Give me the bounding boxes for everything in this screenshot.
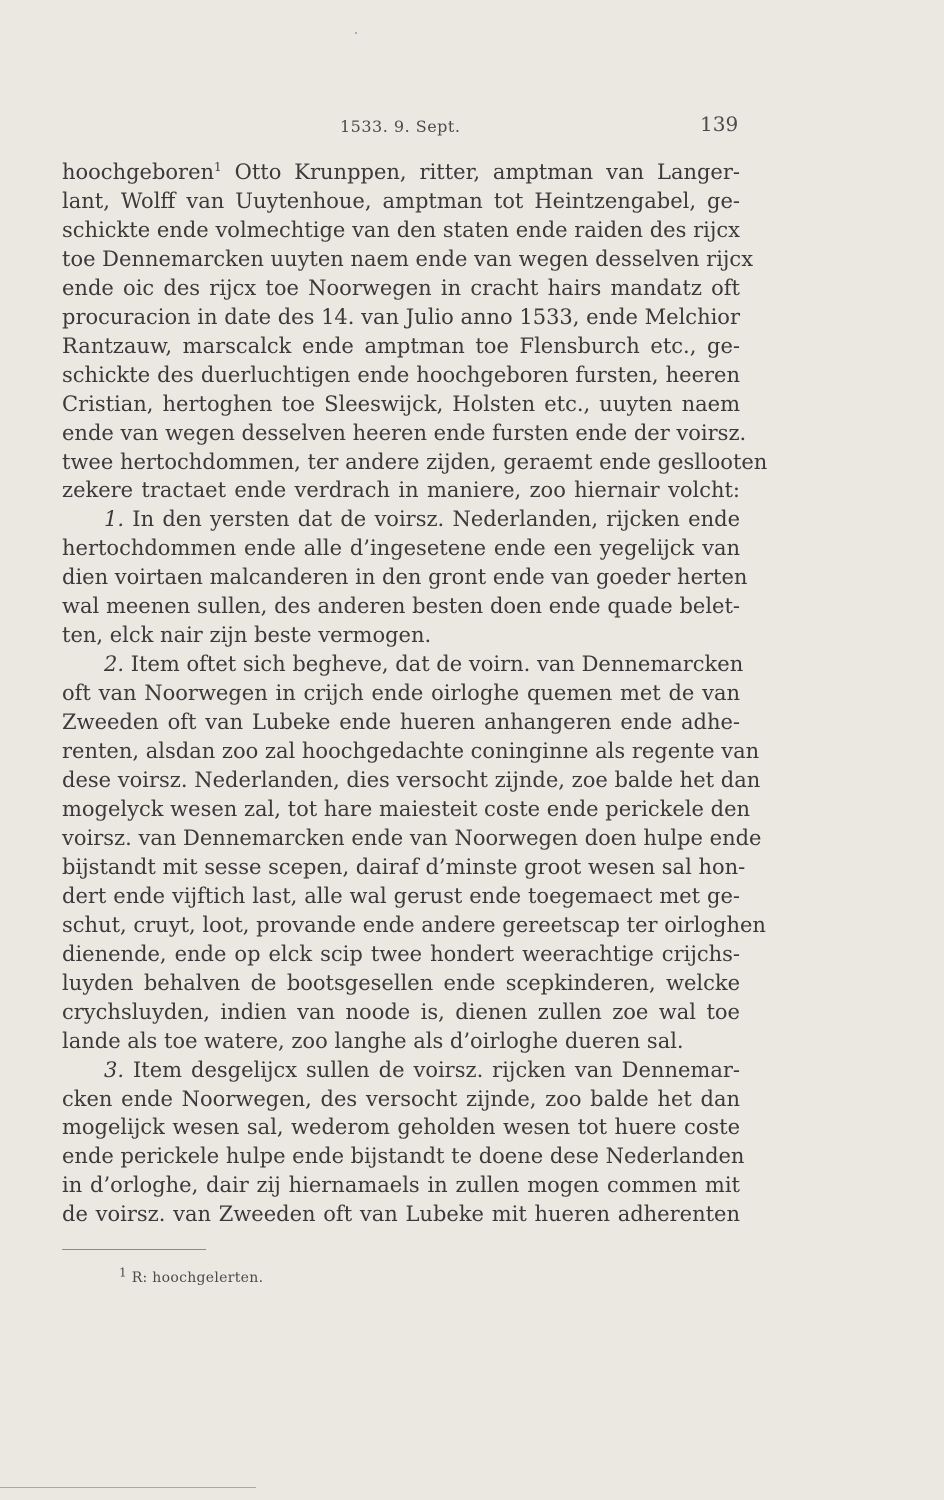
text-run: dert ende vijftich last, alle wal gerust ende toegemaect met ge- <box>62 883 740 908</box>
text-line <box>62 940 740 969</box>
text-run: de voirsz. van Zweeden oft van Lubeke mit hueren adherenten <box>62 1202 740 1227</box>
text-line <box>62 361 740 390</box>
text-line <box>62 853 746 882</box>
text-run: hoochgeboren <box>62 160 215 184</box>
text-run: ende perickele hulpe ende bijstandt te doene dese Nederlanden <box>62 1144 745 1169</box>
text-run: mogelijck wesen sal, wederom geholden wesen tot huere coste <box>62 1115 740 1140</box>
text-line <box>62 1085 740 1114</box>
text-run: schickte ende volmechtige van den staten ende raiden des rijcx <box>62 217 740 242</box>
text-run: lande als toe watere, zoo langhe als d’oirloghe dueren sal. <box>62 1028 684 1053</box>
text-line <box>62 448 768 477</box>
text-run: ende oic des rijcx toe Noorwegen in cracht hairs mandatz oft <box>62 275 740 300</box>
article-number: 2. <box>104 652 125 677</box>
text-run: mogelyck wesen zal, tot hare maiesteit coste ende perickele den <box>62 796 751 821</box>
text-line <box>62 1171 740 1200</box>
text-run: Item oftet sich begheve, dat de voirn. van Dennemarcken <box>124 652 744 677</box>
text-line <box>62 187 740 216</box>
paper-speck <box>355 32 357 34</box>
text-run: ten, elck nair zijn beste vermogen. <box>62 623 432 648</box>
text-line <box>62 969 740 998</box>
text-line <box>62 1113 740 1142</box>
footnote-marker: 1 <box>119 1265 127 1280</box>
text-line <box>62 998 740 1027</box>
text-line <box>62 274 740 303</box>
text-run: cken ende Noorwegen, des versocht zijnde, zoo balde het dan <box>62 1086 740 1111</box>
text-run: Item desgelijcx sullen de voirsz. rijcken van Dennemar- <box>124 1057 740 1082</box>
text-line <box>62 332 740 361</box>
text-line <box>62 1142 745 1171</box>
text-run: voirsz. van Dennemarcken ende van Noorwegen doen hulpe ende <box>62 825 762 850</box>
text-line <box>62 708 740 737</box>
text-run: schickte des duerluchtigen ende hoochgeboren fursten, heeren <box>62 362 740 387</box>
footnote <box>119 1265 264 1286</box>
text-line <box>62 911 766 940</box>
text-run: procuracion in date des 14. van Julio anno 1533, ende Melchior <box>62 304 740 329</box>
text-run: dien voirtaen malcanderen in den gront ende van goeder herten <box>62 565 748 590</box>
text-line <box>62 650 744 679</box>
text-line <box>62 158 740 187</box>
text-line <box>62 824 762 853</box>
text-run: crychsluyden, indien van noode is, dienen zullen zoe wal toe <box>62 999 740 1024</box>
text-run: twee hertochdommen, ter andere zijden, geraemt ende gesllooten <box>62 449 768 474</box>
text-run: toe Dennemarcken uuyten naem ende van wegen desselven rijcx <box>62 246 754 271</box>
text-line <box>62 795 751 824</box>
text-run: in d’orloghe, dair zij hiernamaels in zullen mogen commen mit <box>62 1173 740 1198</box>
text-line <box>62 419 747 448</box>
footnote-text: R: hoochgelerten. <box>131 1270 264 1286</box>
text-line <box>62 1200 740 1229</box>
text-run: bijstandt mit sesse scepen, dairaf d’minste groot wesen sal hon- <box>62 854 746 879</box>
scan-edge-line <box>0 1487 256 1488</box>
text-line <box>62 476 740 505</box>
page-number: 139 <box>700 112 739 136</box>
text-run: hertochdommen ende alle d’ingesetene ende een yegelijck van <box>62 536 740 561</box>
text-line <box>62 679 740 708</box>
text-run: In den yersten dat de voirsz. Nederlanden, rijcken ende <box>124 507 740 532</box>
text-line <box>62 505 740 534</box>
text-run: Rantzauw, marscalck ende amptman toe Flensburch etc., ge- <box>62 333 740 358</box>
text-line <box>62 303 740 332</box>
text-line <box>62 766 761 795</box>
text-run: dese voirsz. Nederlanden, dies versocht zijnde, zoe balde het dan <box>62 768 761 793</box>
text-line <box>62 592 740 621</box>
text-line <box>62 245 754 274</box>
body-text <box>62 158 768 1229</box>
text-run: Otto Krunppen, ritter, amptman van Langer- <box>221 160 740 184</box>
text-line <box>62 621 740 650</box>
text-line <box>62 563 748 592</box>
text-line <box>62 390 740 419</box>
article-number: 1. <box>104 507 125 532</box>
footnote-reference: 1 <box>214 160 222 174</box>
text-run: Zweeden oft van Lubeke ende hueren anhangeren ende adhe- <box>62 710 740 735</box>
text-line <box>62 1027 740 1056</box>
text-run: ende van wegen desselven heeren ende fursten ende der voirsz. <box>62 420 747 445</box>
text-run: dienende, ende op elck scip twee hondert weerachtige crijchs- <box>62 941 740 966</box>
text-line <box>62 737 760 766</box>
text-run: Cristian, hertoghen toe Sleeswijck, Holsten etc., uuyten naem <box>62 391 740 416</box>
text-run: renten, alsdan zoo zal hoochgedachte coninginne als regente van <box>62 739 760 764</box>
text-line <box>62 1056 740 1085</box>
text-run: oft van Noorwegen in crijch ende oirloghe quemen met de van <box>62 681 740 706</box>
article-number: 3. <box>104 1057 125 1082</box>
text-run: lant, Wolff van Uuytenhoue, amptman tot Heintzengabel, ge- <box>62 188 740 213</box>
text-run: luyden behalven de bootsgesellen ende scepkinderen, welcke <box>62 970 740 995</box>
text-run: zekere tractaet ende verdrach in maniere, zoo hiernair volcht: <box>62 478 740 503</box>
text-line <box>62 534 740 563</box>
text-line <box>62 216 740 245</box>
text-run: wal meenen sullen, des anderen besten doen ende quade belet- <box>62 594 740 619</box>
footnote-separator <box>62 1249 206 1250</box>
text-line <box>62 882 740 911</box>
text-run: schut, cruyt, loot, provande ende andere gereetscap ter oirloghen <box>62 912 766 937</box>
running-header-date: 1533. 9. Sept. <box>340 117 461 136</box>
